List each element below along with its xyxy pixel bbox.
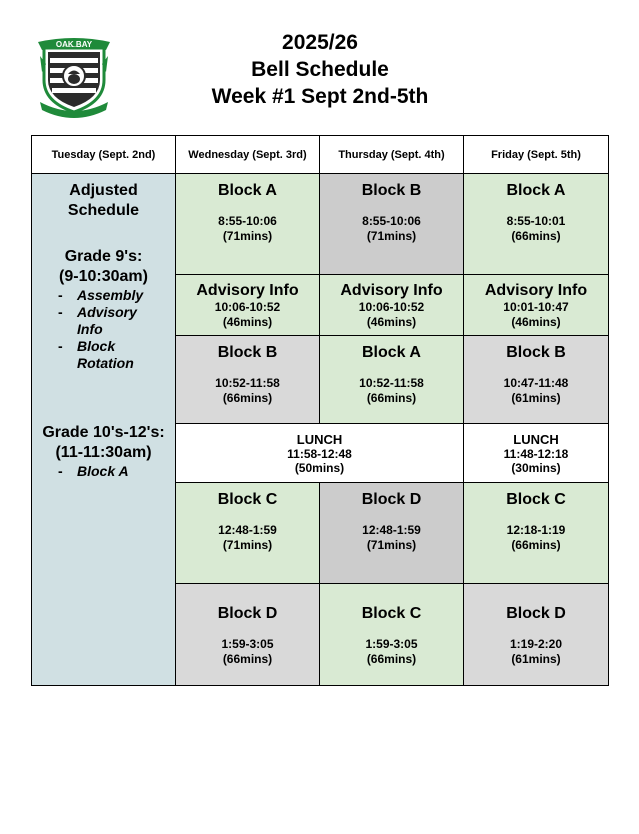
list-item: - Block Rotation <box>58 338 134 371</box>
logo-text: OAK BAY <box>55 40 93 49</box>
thu-block-5: Block D 12:48-1:59 (71mins) <box>320 483 464 584</box>
bell-schedule-table <box>31 135 609 686</box>
wed-advisory: Advisory Info 10:06-10:52 (46mins) <box>176 275 320 336</box>
fri-block-3: Block B 10:47-11:48 (61mins) <box>464 336 609 424</box>
column-header-friday: Friday (Sept. 5th) <box>464 136 609 174</box>
adjusted-heading: Adjusted Schedule <box>67 182 140 219</box>
school-year: 2025/26 <box>282 31 358 54</box>
column-header-wednesday: Wednesday (Sept. 3rd) <box>176 136 320 174</box>
page-title: Bell Schedule <box>251 58 389 81</box>
fri-block-5: Block C 12:18-1:19 (66mins) <box>464 483 609 584</box>
grade9-label: Grade 9's: <box>64 248 143 265</box>
list-item: - Assembly <box>58 287 144 303</box>
thu-block-1: Block B 8:55-10:06 (71mins) <box>320 174 464 275</box>
list-item: - Block A <box>58 463 129 479</box>
fri-lunch: LUNCH 11:48-12:18 (30mins) <box>464 424 609 483</box>
thu-block-3: Block A 10:52-11:58 (66mins) <box>320 336 464 424</box>
grade9-time: (9-10:30am) <box>59 268 148 285</box>
thu-block-6: Block C 1:59-3:05 (66mins) <box>320 584 464 686</box>
table-header-row <box>32 136 609 174</box>
week-title: Week #1 Sept 2nd-5th <box>211 85 429 108</box>
grade9-list <box>32 287 175 372</box>
oak-bay-logo <box>34 34 114 118</box>
fri-block-1: Block A 8:55-10:01 (66mins) <box>464 174 609 275</box>
table-row <box>32 174 609 275</box>
fri-advisory: Advisory Info 10:01-10:47 (46mins) <box>464 275 609 336</box>
grade10-label: Grade 10's-12's: <box>42 424 165 441</box>
list-item: - Advisory Info <box>58 304 137 337</box>
grade10-list <box>32 463 175 480</box>
wed-thu-lunch: LUNCH 11:58-12:48 (50mins) <box>176 424 464 483</box>
wed-block-6: Block D 1:59-3:05 (66mins) <box>176 584 320 686</box>
fri-block-6: Block D 1:19-2:20 (61mins) <box>464 584 609 686</box>
thu-advisory: Advisory Info 10:06-10:52 (46mins) <box>320 275 464 336</box>
column-header-thursday: Thursday (Sept. 4th) <box>320 136 464 174</box>
wed-block-1: Block A 8:55-10:06 (71mins) <box>176 174 320 275</box>
wed-block-5: Block C 12:48-1:59 (71mins) <box>176 483 320 584</box>
tuesday-adjusted-cell <box>32 174 176 686</box>
column-header-tuesday: Tuesday (Sept. 2nd) <box>32 136 176 174</box>
grade10-time: (11-11:30am) <box>55 444 152 461</box>
wed-block-3: Block B 10:52-11:58 (66mins) <box>176 336 320 424</box>
